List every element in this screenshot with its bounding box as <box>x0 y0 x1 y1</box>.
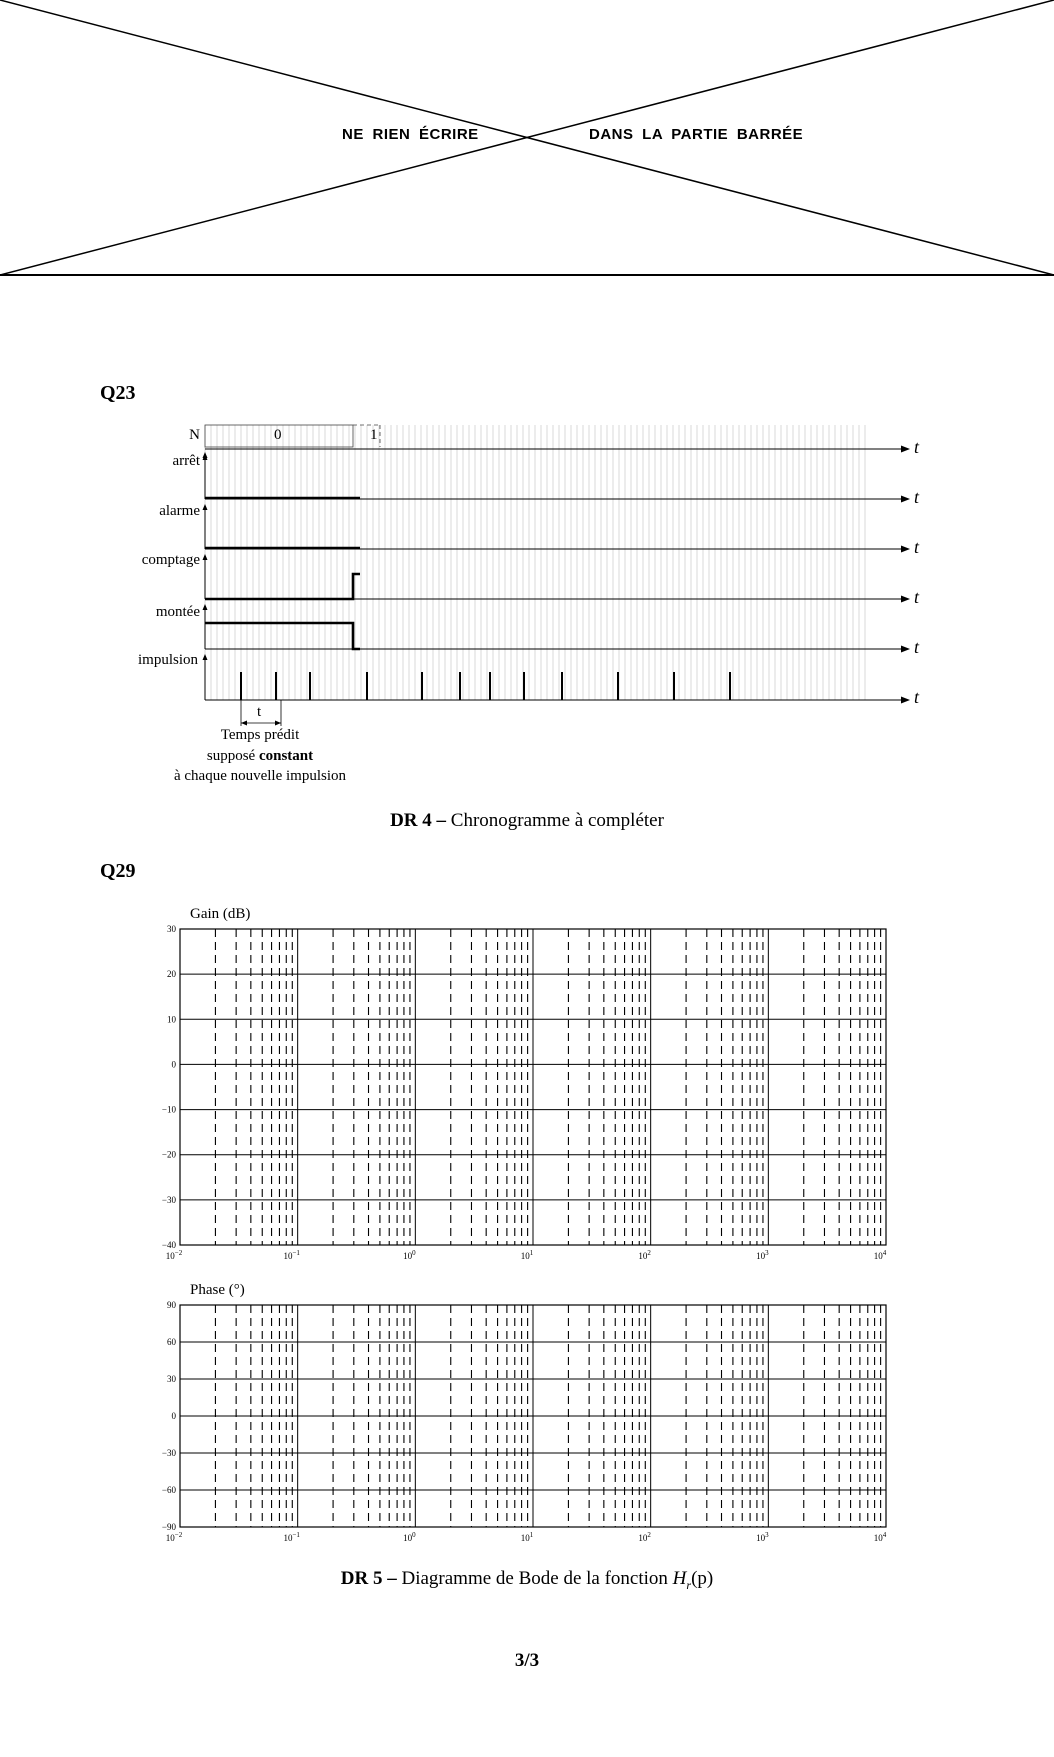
x-tick-label: $10^3$ <box>756 1531 769 1543</box>
q29-label: Q29 <box>100 860 136 882</box>
q23-label: Q23 <box>100 382 136 404</box>
signal-label-impulsion: impulsion <box>137 652 198 668</box>
y-tick-label: −60 <box>161 1485 176 1495</box>
n-value-0: 0 <box>274 427 282 443</box>
banner-right-text: DANS LA PARTIE BARRÉE <box>589 126 804 143</box>
page-number: 3/3 <box>514 1650 540 1671</box>
figure-caption-dr5 <box>0 1568 1054 1593</box>
annotation-line-1: Temps prédit <box>220 727 300 743</box>
time-axis-label: t <box>914 587 920 607</box>
banner-left-text: NE RIEN ÉCRIRE <box>342 126 479 143</box>
annotation-line-3: à chaque nouvelle impulsion <box>173 768 347 784</box>
n-value-1: 1 <box>370 427 378 443</box>
y-tick-label: 30 <box>167 924 176 934</box>
x-tick-label: $10^2$ <box>638 1249 651 1261</box>
caption-dr5-text: Diagramme de Bode de la fonction <box>396 1568 673 1589</box>
y-tick-label: 20 <box>167 969 176 980</box>
y-tick-label: −40 <box>161 1240 176 1250</box>
time-axis-label: t <box>914 437 920 457</box>
signal-label-arret: arrêt <box>172 453 200 469</box>
annotation-line-2-text: supposé <box>206 748 259 764</box>
caption-dr5-arg: (p) <box>691 1568 714 1589</box>
signal-label-N: N <box>189 427 200 443</box>
signal-label-montee: montée <box>155 604 200 620</box>
caption-dr5-sub: r <box>686 1577 692 1592</box>
y-tick-label: 0 <box>171 1411 176 1421</box>
x-tick-label: $10^{-2}$ <box>165 1531 183 1543</box>
x-tick-label: $10^{-2}$ <box>165 1249 183 1261</box>
x-tick-label: $10^0$ <box>403 1531 416 1543</box>
y-tick-label: 90 <box>167 1300 176 1310</box>
phase-axis-label: Phase (°) <box>190 1282 245 1298</box>
x-tick-label: $10^4$ <box>873 1531 887 1543</box>
y-tick-label: 30 <box>167 1374 176 1384</box>
signal-label-comptage: comptage <box>141 552 200 568</box>
x-tick-label: $10^{-1}$ <box>283 1531 300 1543</box>
time-axis-label: t <box>914 637 920 657</box>
x-tick-label: $10^1$ <box>520 1249 534 1261</box>
time-axis-label: t <box>914 487 920 507</box>
annotation-line-2-bold: constant <box>258 748 314 764</box>
y-tick-label: 0 <box>171 1059 176 1070</box>
y-tick-label: 60 <box>167 1337 176 1347</box>
time-axis-label: t <box>914 687 920 707</box>
time-axis-label: t <box>914 537 920 557</box>
caption-dr4-ref: DR 4 – <box>390 810 447 831</box>
y-tick-label: −30 <box>161 1194 176 1205</box>
gain-axis-label: Gain (dB) <box>190 906 251 922</box>
x-tick-label: $10^1$ <box>520 1531 534 1543</box>
caption-dr5-ref: DR 5 – <box>340 1568 397 1589</box>
y-tick-label: −20 <box>161 1149 176 1160</box>
x-tick-label: $10^3$ <box>756 1249 769 1261</box>
signal-label-alarme: alarme <box>159 503 200 519</box>
x-tick-label: $10^4$ <box>873 1249 887 1261</box>
x-tick-label: $10^2$ <box>638 1531 651 1543</box>
y-tick-label: −30 <box>161 1448 176 1458</box>
predicted-time-symbol: t <box>257 704 262 720</box>
caption-dr4-text: Chronogramme à compléter <box>446 810 664 831</box>
caption-dr5-fn: H <box>672 1568 687 1589</box>
x-tick-label: $10^0$ <box>403 1249 416 1261</box>
y-tick-label: 10 <box>167 1014 176 1025</box>
y-tick-label: −10 <box>161 1104 176 1115</box>
x-tick-label: $10^{-1}$ <box>283 1249 300 1261</box>
y-tick-label: −90 <box>161 1522 176 1532</box>
